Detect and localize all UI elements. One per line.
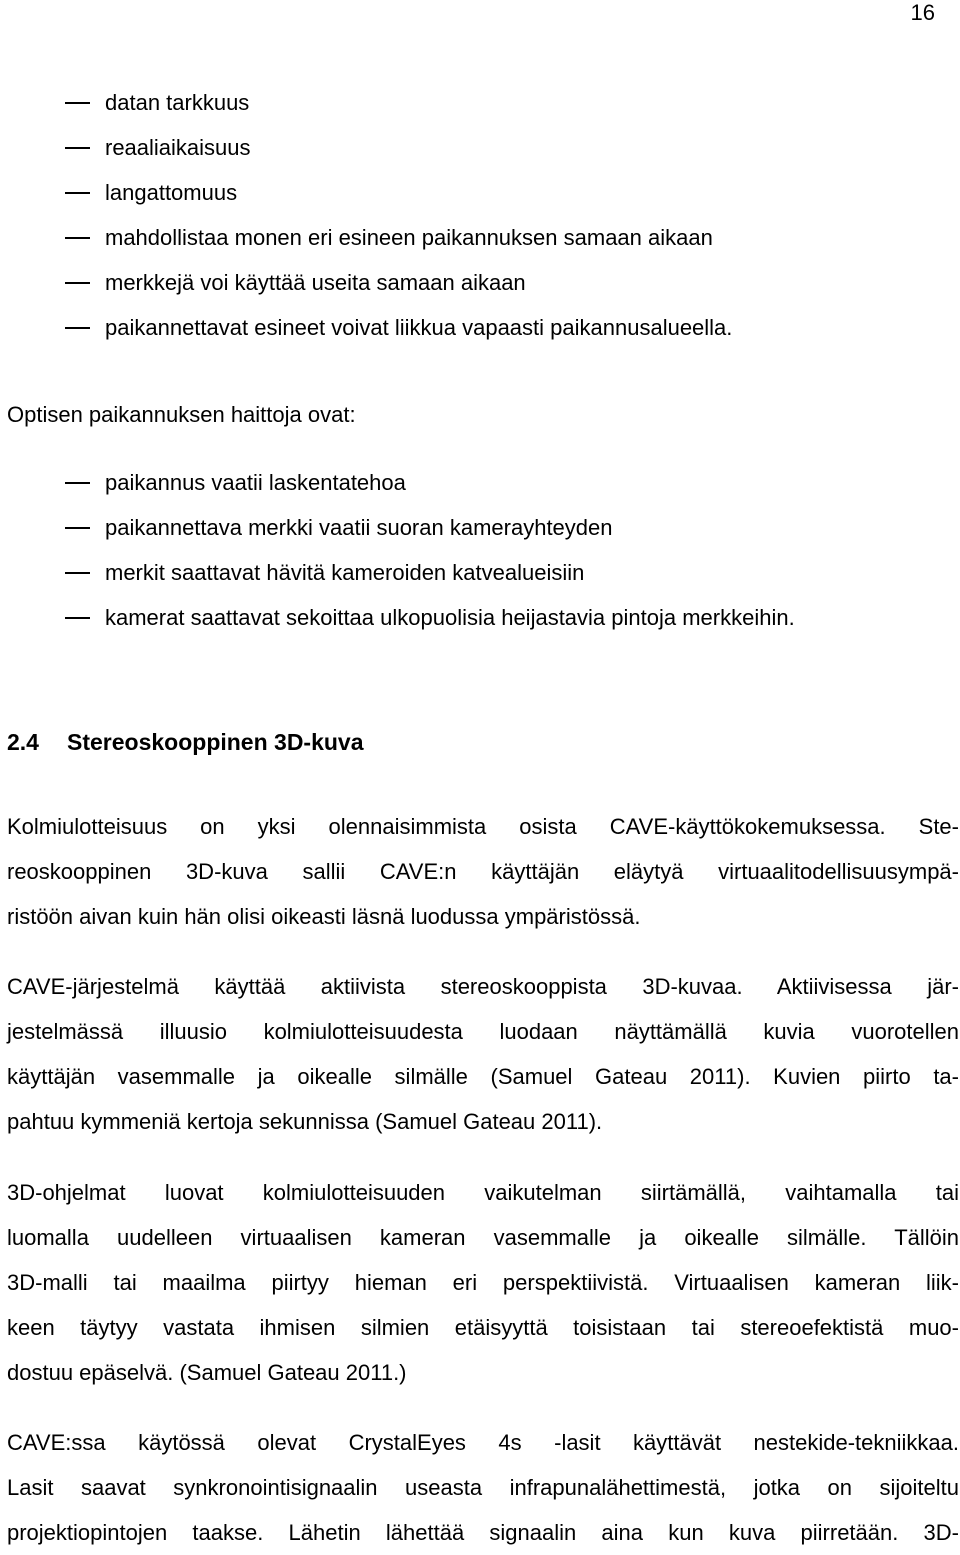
paragraph-line: CAVE-järjestelmä käyttää aktiivista stereoskooppista 3D-kuvaa. Aktiivisessa jär-: [7, 974, 959, 999]
list-item-text: datan tarkkuus: [105, 90, 250, 115]
dash-bullet-icon: [65, 482, 90, 484]
dash-bullet-icon: [65, 192, 90, 194]
paragraph: [7, 1420, 959, 1555]
section-title: Stereoskooppinen 3D-kuva: [67, 729, 364, 755]
dash-bullet-icon: [65, 527, 90, 529]
disadvantages-intro: Optisen paikannuksen haittoja ovat:: [7, 402, 356, 427]
paragraph-line: dostuu epäselvä. (Samuel Gateau 2011.): [7, 1360, 407, 1385]
paragraph: [7, 804, 959, 939]
dash-bullet-icon: [65, 237, 90, 239]
page-number: 16: [910, 0, 935, 25]
paragraph-line: Lasit saavat synkronointisignaalin useasta infrapunalähettimestä, jotka on sijoiteltu: [7, 1475, 959, 1500]
list-item-text: langattomuus: [105, 180, 238, 205]
dash-bullet-icon: [65, 147, 90, 149]
paragraph-line: 3D-malli tai maailma piirtyy hieman eri perspektiivistä. Virtuaalisen kameran liik-: [7, 1270, 959, 1295]
paragraph: [7, 1170, 959, 1395]
dash-bullet-icon: [65, 572, 90, 574]
paragraph-line: ristöön aivan kuin hän olisi oikeasti läsnä luodussa ympäristössä.: [7, 904, 641, 929]
list-item-text: paikannus vaatii laskentatehoa: [105, 470, 406, 495]
paragraph-line: projektiopintojen taakse. Lähetin lähettää signaalin aina kun kuva piirretään. 3D-: [7, 1520, 959, 1545]
paragraph-line: keen täytyy vastata ihmisen silmien etäisyyttä toisistaan tai stereoefektistä muo-: [7, 1315, 959, 1340]
paragraph-line: reoskooppinen 3D-kuva sallii CAVE:n käyttäjän eläytyä virtuaalitodellisuusympä-: [7, 859, 959, 884]
dash-bullet-icon: [65, 617, 90, 619]
list-item-text: merkkejä voi käyttää useita samaan aikaan: [105, 270, 526, 295]
list-item-text: reaaliaikaisuus: [105, 135, 251, 160]
paragraph-line: käyttäjän vasemmalle ja oikealle silmälle (Samuel Gateau 2011). Kuvien piirto ta-: [7, 1064, 959, 1089]
list-item-text: kamerat saattavat sekoittaa ulkopuolisia heijastavia pintoja merkkeihin.: [105, 605, 795, 630]
paragraph-line: CAVE:ssa käytössä olevat CrystalEyes 4s -lasit käyttävät nestekide-tekniikkaa.: [7, 1430, 959, 1455]
list-item-text: merkit saattavat hävitä kameroiden katvealueisiin: [105, 560, 585, 585]
paragraph-line: luomalla uudelleen virtuaalisen kameran vasemmalle ja oikealle silmälle. Tällöin: [7, 1225, 959, 1250]
list-item-text: mahdollistaa monen eri esineen paikannuksen samaan aikaan: [105, 225, 713, 250]
list-item-text: paikannettava merkki vaatii suoran kamerayhteyden: [105, 515, 613, 540]
paragraph-line: 3D-ohjelmat luovat kolmiulotteisuuden vaikutelman siirtämällä, vaihtamalla tai: [7, 1180, 959, 1205]
section-number: 2.4: [7, 729, 39, 755]
dash-bullet-icon: [65, 102, 90, 104]
list-item-text: paikannettavat esineet voivat liikkua vapaasti paikannusalueella.: [105, 315, 733, 340]
paragraph-line: Kolmiulotteisuus on yksi olennaisimmista osista CAVE-käyttökokemuksessa. Ste-: [7, 814, 959, 839]
section-heading: [7, 727, 364, 757]
paragraph-line: pahtuu kymmeniä kertoja sekunnissa (Samuel Gateau 2011).: [7, 1109, 603, 1134]
dash-bullet-icon: [65, 327, 90, 329]
paragraph-line: jestelmässä illuusio kolmiulotteisuudesta luodaan näyttämällä kuvia vuorotellen: [7, 1019, 959, 1044]
dash-bullet-icon: [65, 282, 90, 284]
paragraph: [7, 964, 959, 1144]
